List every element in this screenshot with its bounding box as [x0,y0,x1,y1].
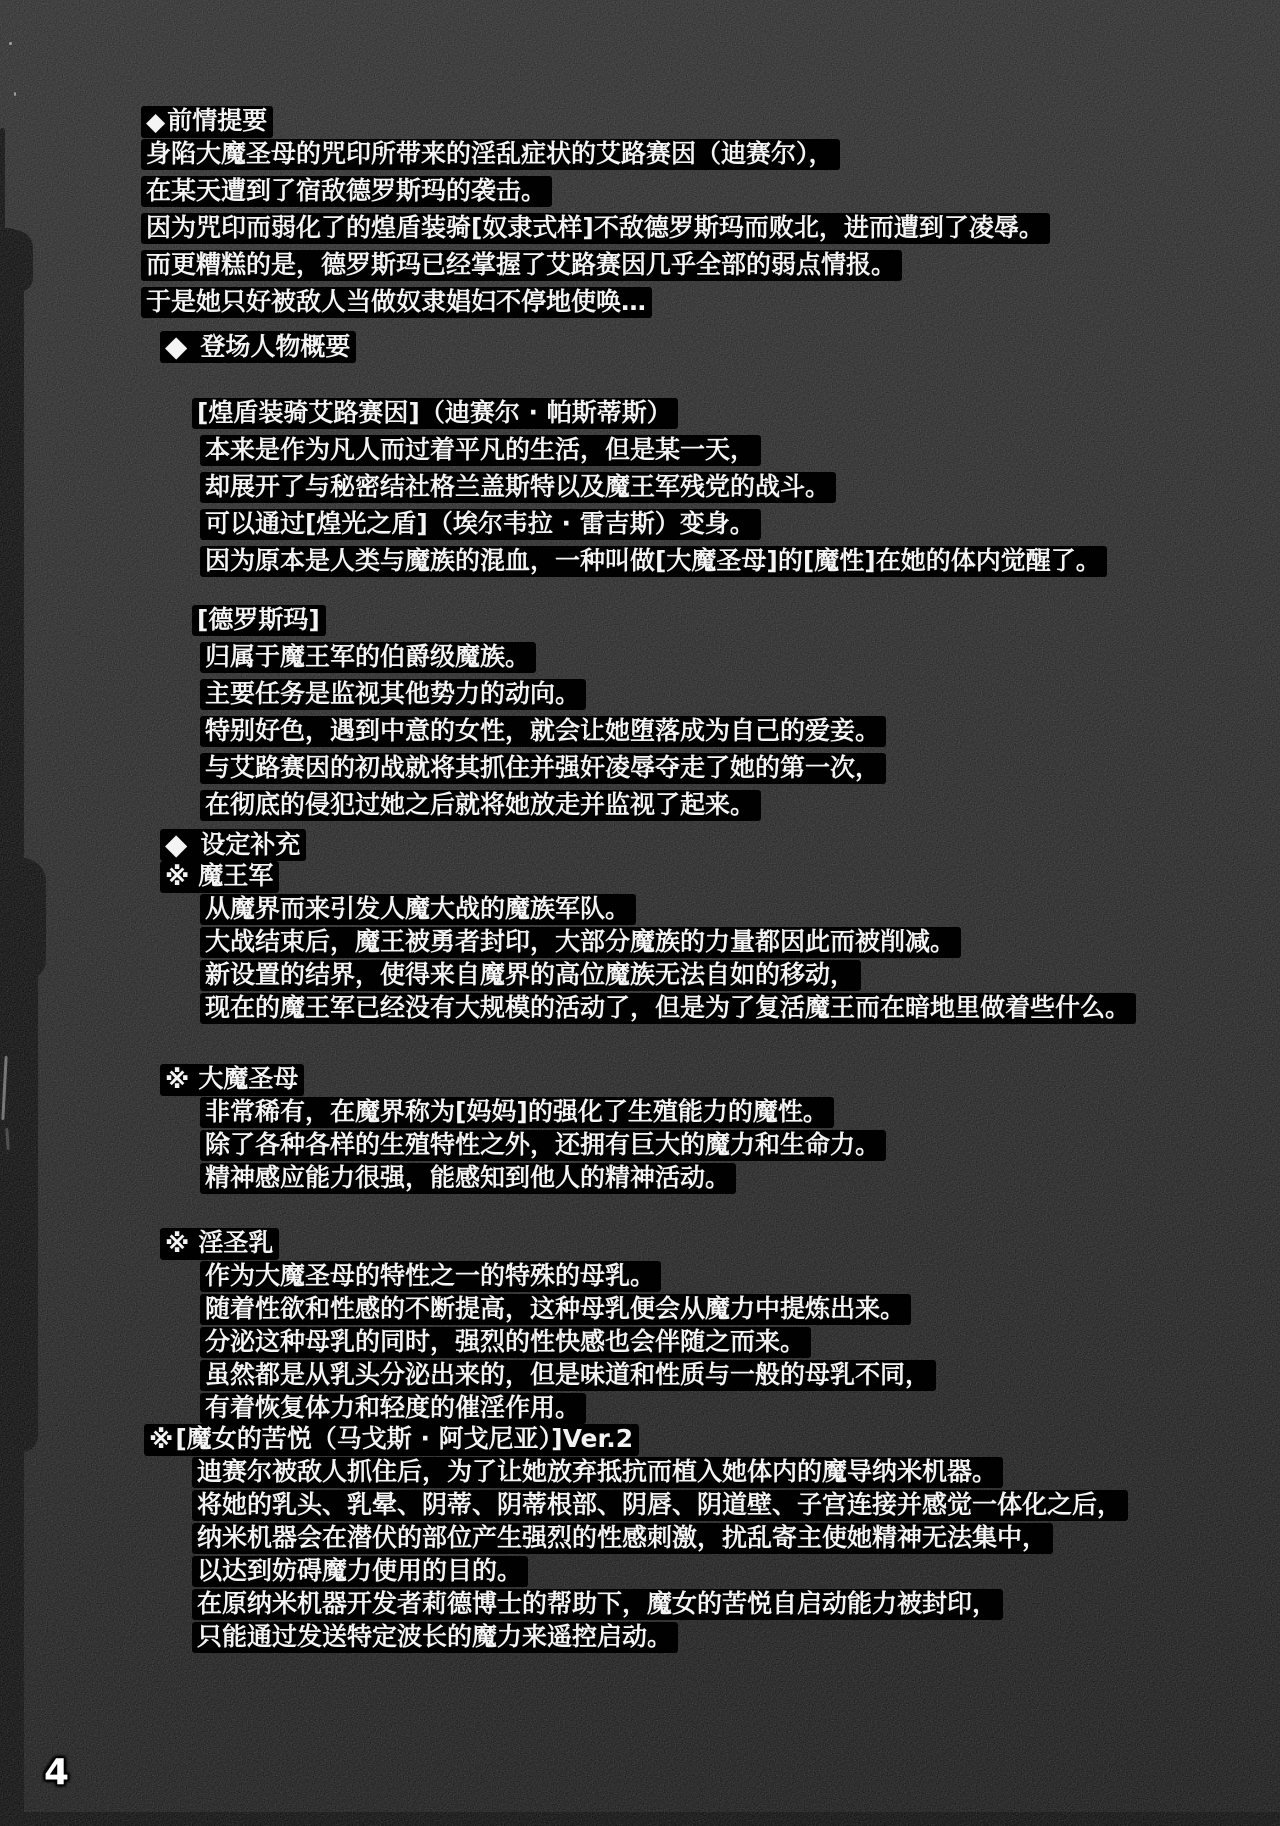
text-line [141,213,1050,250]
characters-heading-label: 登场人物概要 [200,332,351,361]
text-line [160,894,1136,927]
text-line [160,1327,936,1360]
text-line [192,435,1107,472]
note-line: 纳米机器会在潜伏的部位产生强烈的性感刺激，扰乱寄主使她精神无法集中， [192,1523,1053,1554]
note-term [144,1424,1128,1457]
synopsis-line: 于是她只好被敌人当做奴隶娼妇不停地使唤… [141,287,652,318]
text-line [144,1622,1128,1655]
note-holy-milk [160,1228,936,1426]
note-line: 只能通过发送特定波长的魔力来遥控启动。 [192,1622,678,1653]
note-line: 从魔界而来引发人魔大战的魔族军队。 [200,894,636,925]
note-term [160,1228,936,1261]
note-term-label: 大魔圣母 [198,1064,299,1093]
note-line: 现在的魔王军已经没有大规模的活动了，但是为了复活魔王而在暗地里做着些什么。 [200,993,1136,1024]
synopsis-line: 因为咒印而弱化了的煌盾装骑[奴隶式样]不敌德罗斯玛而败北，进而遭到了凌辱。 [141,213,1050,244]
scan-edge-bottom [0,1812,1280,1826]
character-line: 可以通过[煌光之盾]（埃尔韦拉 · 雷吉斯）变身。 [200,509,761,540]
note-line: 新设置的结界，使得来自魔界的高位魔族无法自如的移动， [200,960,861,991]
text-line [144,1556,1128,1589]
note-line: 作为大魔圣母的特性之一的特殊的母乳。 [200,1261,661,1292]
text-line [160,1294,936,1327]
character-entry-elsein [192,398,1107,583]
text-line [160,927,1136,960]
note-line: 精神感应能力很强，能感知到他人的精神活动。 [200,1163,736,1194]
note-line: 大战结束后，魔王被勇者封印，大部分魔族的力量都因此而被削减。 [200,927,961,958]
text-line [160,1130,886,1163]
text-line [144,1457,1128,1490]
note-line: 有着恢复体力和轻度的催淫作用。 [200,1393,586,1424]
scan-edge-sliver [0,128,5,240]
settings-heading-row [160,829,306,861]
note-demon-army [160,861,1136,1026]
text-line [160,1393,936,1426]
text-line [144,1490,1128,1523]
character-line: 与艾路赛因的初战就将其抓住并强奸凌辱夺走了她的第一次， [200,753,886,784]
page-number: 4 [44,1752,70,1793]
note-term-label: 魔王军 [198,861,274,890]
text-line [192,642,886,679]
note-witch-agony [144,1424,1128,1655]
character-line: 因为原本是人类与魔族的混血，一种叫做[大魔圣母]的[魔性]在她的体内觉醒了。 [200,546,1107,577]
text-line [141,250,1050,287]
settings-heading [160,829,306,861]
scan-speck [14,92,16,96]
note-term-label: 淫圣乳 [198,1228,274,1257]
text-line [192,546,1107,583]
text-line [192,790,886,827]
diamond-marker: ◆ [165,827,188,861]
text-line [192,753,886,790]
text-line [160,960,1136,993]
text-line [160,993,1136,1026]
settings-heading-label: 设定补充 [200,830,301,859]
synopsis-heading-label: 前情提要 [167,106,268,135]
character-line: 主要任务是监视其他势力的动向。 [200,679,586,710]
text-line [192,716,886,753]
note-great-demon-mother [160,1064,886,1196]
character-line: 却展开了与秘密结社格兰盖斯特以及魔王军残党的战斗。 [200,472,836,503]
text-line [141,287,1050,324]
reference-marker: ※ [165,1065,190,1094]
reference-marker: ※ [165,862,190,891]
character-name-label: [德罗斯玛] [192,605,326,636]
scan-edge-blob-lower [0,952,38,1452]
character-entry-drosma [192,605,886,827]
synopsis-heading [141,106,1050,139]
text-line [160,1097,886,1130]
note-line: 虽然都是从乳头分泌出来的，但是味道和性质与一般的母乳不同， [200,1360,936,1391]
text-line [141,176,1050,213]
note-line: 以达到妨碍魔力使用的目的。 [192,1556,528,1587]
text-line [192,509,1107,546]
note-line: 随着性欲和性感的不断提高，这种母乳便会从魔力中提炼出来。 [200,1294,911,1325]
synopsis-section [141,106,1050,324]
text-line [192,679,886,716]
note-term [160,861,1136,894]
character-line: 在彻底的侵犯过她之后就将她放走并监视了起来。 [200,790,761,821]
characters-heading [160,331,356,363]
character-name [192,605,886,642]
synopsis-line: 而更糟糕的是，德罗斯玛已经掌握了艾路赛因几乎全部的弱点情报。 [141,250,902,281]
text-line [144,1589,1128,1622]
text-line [144,1523,1128,1556]
reference-marker: ※ [149,1425,174,1454]
note-term [160,1064,886,1097]
diamond-marker: ◆ [165,329,188,363]
character-name [192,398,1107,435]
text-line [160,1360,936,1393]
characters-heading-row [160,331,356,363]
note-term-label: [魔女的苦悦（马戈斯 · 阿戈尼亚）]Ver.2 [175,1424,634,1453]
character-line: 特别好色，遇到中意的女性，就会让她堕落成为自己的爱妾。 [200,716,886,747]
scan-edge-blob-top [0,230,33,292]
scan-speck [9,42,12,45]
reference-marker: ※ [165,1229,190,1258]
text-line [192,472,1107,509]
character-name-label: [煌盾装骑艾路赛因]（迪赛尔 · 帕斯蒂斯） [192,398,678,429]
text-line [160,1163,886,1196]
character-line: 本来是作为凡人而过着平凡的生活，但是某一天， [200,435,761,466]
note-line: 迪赛尔被敌人抓住后，为了让她放弃抵抗而植入她体内的魔导纳米机器。 [192,1457,1003,1488]
note-line: 除了各种各样的生殖特性之外，还拥有巨大的魔力和生命力。 [200,1130,886,1161]
note-line: 将她的乳头、乳晕、阴蒂、阴蒂根部、阴唇、阴道壁、子宫连接并感觉一体化之后， [192,1490,1128,1521]
note-line: 在原纳米机器开发者莉德博士的帮助下，魔女的苦悦自启动能力被封印， [192,1589,1003,1620]
character-line: 归属于魔王军的伯爵级魔族。 [200,642,536,673]
text-line [141,139,1050,176]
note-line: 非常稀有，在魔界称为[妈妈]的强化了生殖能力的魔性。 [200,1097,834,1128]
diamond-marker: ◆ [146,107,166,136]
synopsis-line: 身陷大魔圣母的咒印所带来的淫乱症状的艾路赛因（迪赛尔）， [141,139,840,170]
text-line [160,1261,936,1294]
note-line: 分泌这种母乳的同时，强烈的性快感也会伴随之而来。 [200,1327,811,1358]
synopsis-line: 在某天遭到了宿敌德罗斯玛的袭击。 [141,176,552,207]
